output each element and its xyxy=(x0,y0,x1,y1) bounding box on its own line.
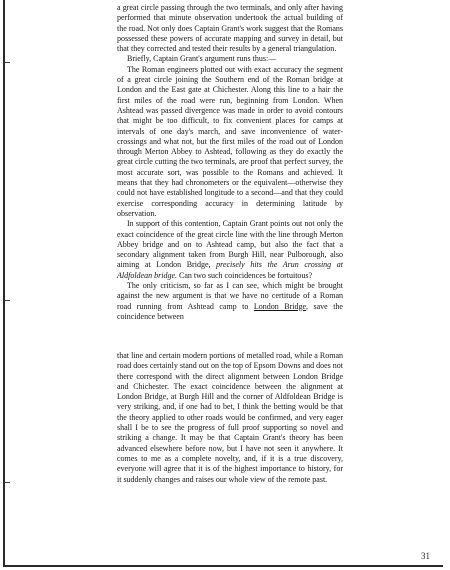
paragraph-engineers: The Roman engineers plotted out with exact accuracy the segment of a great circle joining the Southern end of the Roman bridge at London and the East gate at Chichester. Along this line to a hair the first miles of the road were run, beginning from London. When Ashtead was passed divergence was made in order to avoid contours that might be too difficult, to fix convenient places for camps at intervals of one day's march, and save inconvenience of water-crossings and what not, but the first miles of the road out of London through Merton Abbey to Ashtead, following as they do exactly the great circle cutting the two terminals, are proof that perfect survey, the most accurate sort, was possible to the Romans and achieved. It means that they had chronometers or the equivalent—otherwise they could not have established longitude to a second—and that they could exercise corresponding accuracy in determining latitude by observation. xyxy=(117,64,343,218)
support-text: In support of this contention, Captain Grant points out not only the exact coincidence of the great circle line with the line through Merton Abbey bridge and on to Ashtead camp, but also the fact that a secondary alignment taken from Burgh Hill, near Pulborough, also aiming at London Bridge, xyxy=(117,219,343,270)
support-question: Can two such coincidences be fortuitous? xyxy=(179,270,313,280)
criticism-tail: , save the coincidence between xyxy=(117,301,343,321)
continuation-paragraph: that line and certain modern portions of metalled road, while a Roman road does certainly stand out on the top of Epsom Downs and does not there correspond with the direct alignment between London Bridge and Chichester. The exact coincidence between the alignment at London Bridge, at Burgh Hill and the corner of Aldfoldean Bridge is very striking, and, if one had to bet, I think the betting would be that the theory applied to other roads would be confirmed, and very eager shall I be to see the progress of full proof supporting so novel and striking a change. It may be that Captain Grant's theory has been advanced elsewhere before now, but I have not seen it anywhere. It comes to me as a complete novelty, and, if it is a true discovery, everyone will agree that it is of the highest importance to history, for it suddenly changes and raises our whole view of the remote past. xyxy=(117,351,343,484)
margin-tick xyxy=(5,300,10,301)
paragraph-support xyxy=(117,219,343,281)
margin-tick xyxy=(5,482,10,483)
text-column-top xyxy=(117,3,343,322)
summary-line: Briefly, Captain Grant's argument runs thus:— xyxy=(127,54,277,64)
lead-paragraph: a great circle passing through the two terminals, and only after having performed that minute observation undertook the actual building of the road. Not only does Captain Grant's work suggest that the Romans possessed these powers of accurate mapping and survey in detail, but that they corrected and tested their results by a general triangulation. xyxy=(117,3,343,54)
page-number: 31 xyxy=(421,551,430,561)
criticism-text: The only criticism, so far as I can see, which might be brought against the new argument is that we have no certitude of a Roman road running from Ashtead camp to xyxy=(117,281,343,311)
paragraph-criticism xyxy=(117,281,343,322)
text-column-bottom xyxy=(117,351,343,485)
margin-tick xyxy=(5,62,10,63)
bottom-margin-rule xyxy=(3,565,443,567)
support-italic-text: precisely hits the Arun crossing at Aldfoldean bridge. xyxy=(117,260,344,280)
london-bridge-text: London Bridge xyxy=(253,301,307,311)
